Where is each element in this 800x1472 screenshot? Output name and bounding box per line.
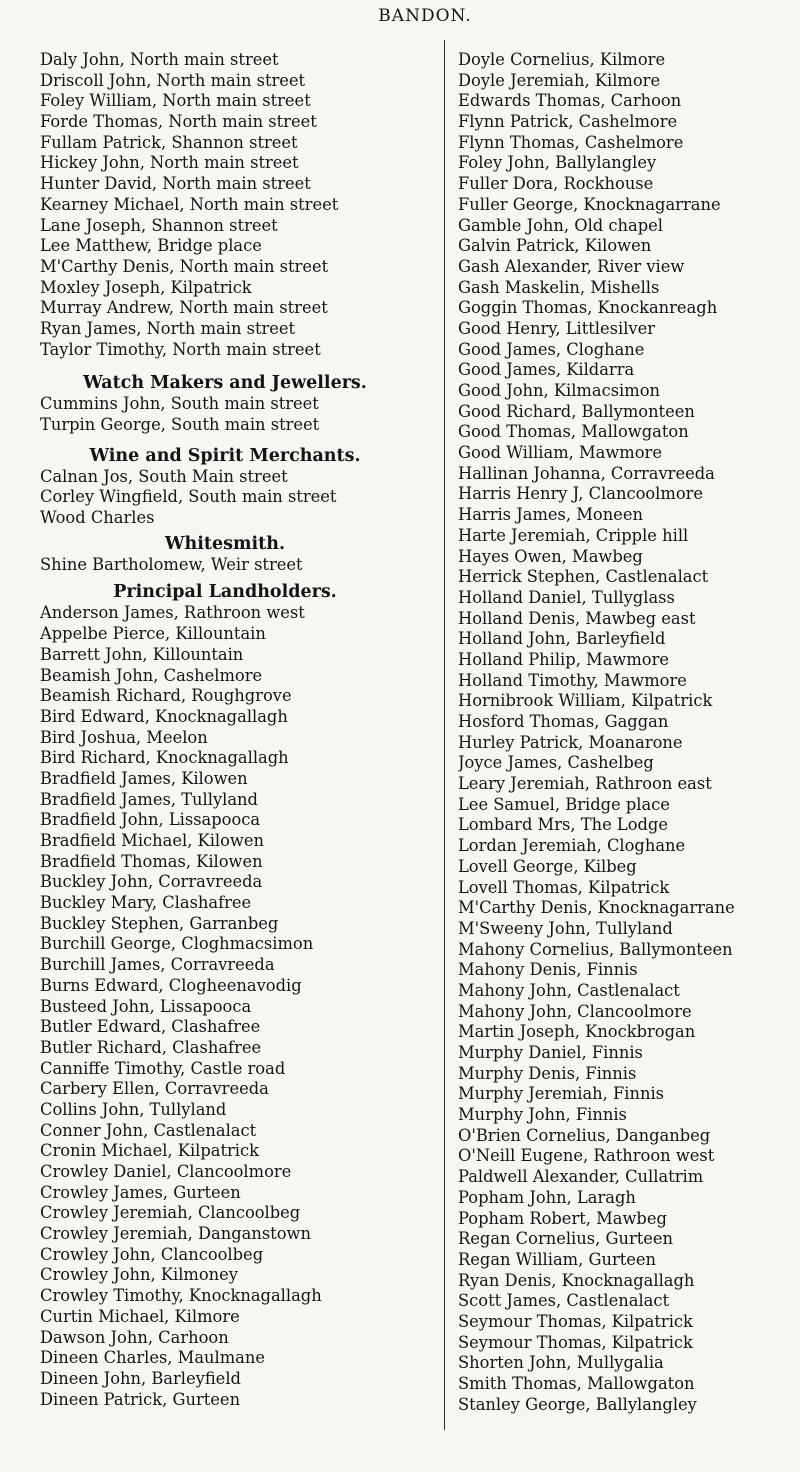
list-item: Murphy Jeremiah, Finnis bbox=[458, 1084, 665, 1104]
list-item: Good Richard, Ballymonteen bbox=[458, 401, 695, 421]
list-item: Fuller Dora, Rockhouse bbox=[458, 174, 654, 194]
list-item: Crowley Jeremiah, Clancoolbeg bbox=[40, 1203, 301, 1223]
list-item: Fuller George, Knocknagarrane bbox=[458, 194, 721, 214]
list-item: M'Carthy Denis, North main street bbox=[40, 256, 329, 276]
list-item: Lordan Jeremiah, Cloghane bbox=[458, 836, 686, 856]
list-item: Bradfield Michael, Kilowen bbox=[40, 831, 264, 850]
list-item: Gamble John, Old chapel bbox=[458, 215, 663, 235]
list-item: Gash Alexander, River view bbox=[458, 256, 685, 276]
list-item: Cronin Michael, Kilpatrick bbox=[40, 1141, 260, 1161]
list-item: Conner John, Castlenalact bbox=[40, 1120, 257, 1140]
list-item: Galvin Patrick, Kilowen bbox=[458, 236, 652, 256]
list-item: Mahony John, Clancoolmore bbox=[458, 1001, 692, 1021]
list-item: Edwards Thomas, Carhoon bbox=[458, 91, 682, 111]
list-item: Popham Robert, Mawbeg bbox=[458, 1208, 667, 1228]
list-item: Crowley John, Kilmoney bbox=[40, 1265, 238, 1285]
list-item: Driscoll John, North main street bbox=[40, 70, 306, 90]
list-item: Flynn Patrick, Cashelmore bbox=[458, 112, 678, 132]
list-item: Mahony Denis, Finnis bbox=[458, 960, 638, 980]
list-item: Anderson James, Rathroon west bbox=[40, 603, 305, 623]
list-item: Shorten John, Mullygalia bbox=[458, 1353, 664, 1373]
list-item: Hunter David, North main street bbox=[40, 174, 311, 194]
list-item: Barrett John, Killountain bbox=[40, 644, 244, 664]
column-divider bbox=[444, 40, 445, 1430]
list-item: Holland Timothy, Mawmore bbox=[458, 670, 687, 690]
landholders-list-continued bbox=[458, 50, 798, 1415]
list-item: Mahony John, Castlenalact bbox=[458, 980, 680, 1000]
list-item: Moxley Joseph, Kilpatrick bbox=[40, 277, 252, 297]
list-item: Martin Joseph, Knockbrogan bbox=[458, 1022, 696, 1042]
list-item: Good John, Kilmacsimon bbox=[458, 381, 660, 400]
left-column bbox=[40, 50, 420, 1410]
list-item: Daly John, North main street bbox=[40, 50, 279, 69]
page-header bbox=[0, 6, 800, 26]
list-item: Busteed John, Lissapooca bbox=[40, 996, 252, 1016]
list-item: Butler Edward, Clashafree bbox=[40, 1017, 261, 1037]
section-heading-whitesmith: Whitesmith. bbox=[164, 533, 286, 554]
list-item: Lee Matthew, Bridge place bbox=[40, 236, 262, 256]
list-item: Mahony Cornelius, Ballymonteen bbox=[458, 939, 733, 959]
list-item: Cummins John, South main street bbox=[40, 394, 319, 414]
list-item: Buckley Stephen, Garranbeg bbox=[40, 913, 279, 933]
list-item: Harte Jeremiah, Cripple hill bbox=[458, 525, 689, 545]
list-item: Good Henry, Littlesilver bbox=[458, 318, 656, 338]
list-item: Holland John, Barleyfield bbox=[458, 629, 666, 649]
list-item: Ryan Denis, Knocknagallagh bbox=[458, 1270, 695, 1290]
list-item: Calnan Jos, South Main street bbox=[40, 466, 288, 486]
section-traders bbox=[40, 50, 420, 360]
right-column bbox=[458, 50, 798, 1415]
list-item: Lovell Thomas, Kilpatrick bbox=[458, 877, 670, 897]
list-item: Hickey John, North main street bbox=[40, 153, 299, 173]
list-item: Crowley James, Gurteen bbox=[40, 1182, 241, 1202]
list-item: Crowley Timothy, Knocknagallagh bbox=[40, 1286, 322, 1306]
list-item: Regan William, Gurteen bbox=[458, 1249, 657, 1269]
list-item: Harris Henry J, Clancoolmore bbox=[458, 484, 704, 504]
list-item: Burchill George, Cloghmacsimon bbox=[40, 934, 314, 954]
list-item: Doyle Cornelius, Kilmore bbox=[458, 50, 666, 69]
list-item: Holland Philip, Mawmore bbox=[458, 649, 670, 669]
section-heading-wine-merchants: Wine and Spirit Merchants. bbox=[89, 445, 361, 466]
section-landholders bbox=[40, 581, 420, 1410]
list-item: Hornibrook William, Kilpatrick bbox=[458, 691, 713, 711]
section-heading-landholders: Principal Landholders. bbox=[113, 582, 337, 603]
list-item: Good Thomas, Mallowgaton bbox=[458, 422, 689, 442]
list-item: Burns Edward, Clogheenavodig bbox=[40, 975, 302, 995]
landholders-list bbox=[40, 603, 420, 1410]
list-item: Joyce James, Cashelbeg bbox=[458, 753, 654, 773]
list-item: Wood Charles bbox=[40, 508, 155, 528]
list-item: Bradfield Thomas, Kilowen bbox=[40, 851, 263, 871]
list-item: Hurley Patrick, Moanarone bbox=[458, 732, 683, 752]
whitesmith-list bbox=[40, 555, 420, 576]
list-item: Good William, Mawmore bbox=[458, 443, 662, 463]
list-item: Foley William, North main street bbox=[40, 91, 311, 111]
list-item: Forde Thomas, North main street bbox=[40, 112, 317, 132]
list-item: Carbery Ellen, Corravreeda bbox=[40, 1079, 269, 1099]
watch-makers-list bbox=[40, 394, 420, 435]
list-item: Seymour Thomas, Kilpatrick bbox=[458, 1311, 693, 1331]
list-item: Murphy Denis, Finnis bbox=[458, 1063, 637, 1083]
trader-list bbox=[40, 50, 420, 360]
list-item: Bradfield James, Kilowen bbox=[40, 768, 248, 788]
list-item: Good James, Kildarra bbox=[458, 360, 635, 380]
list-item: O'Brien Cornelius, Danganbeg bbox=[458, 1125, 711, 1145]
list-item: M'Carthy Denis, Knocknagarrane bbox=[458, 898, 735, 918]
list-item: Lovell George, Kilbeg bbox=[458, 856, 637, 876]
section-whitesmith bbox=[40, 533, 420, 576]
list-item: Gash Maskelin, Mishells bbox=[458, 277, 660, 297]
list-item: Fullam Patrick, Shannon street bbox=[40, 132, 298, 152]
list-item: Bradfield James, Tullyland bbox=[40, 789, 258, 809]
list-item: O'Neill Eugene, Rathroon west bbox=[458, 1146, 715, 1166]
list-item: Butler Richard, Clashafree bbox=[40, 1037, 262, 1057]
list-item: Dawson John, Carhoon bbox=[40, 1327, 229, 1347]
list-item: Bird Edward, Knocknagallagh bbox=[40, 706, 288, 726]
list-item: Scott James, Castlenalact bbox=[458, 1291, 670, 1311]
list-item: Turpin George, South main street bbox=[40, 415, 320, 434]
list-item: Lee Samuel, Bridge place bbox=[458, 794, 670, 814]
section-heading-watch-makers: Watch Makers and Jewellers. bbox=[83, 373, 367, 394]
list-item: Dineen Patrick, Gurteen bbox=[40, 1389, 241, 1409]
section-wine-merchants bbox=[40, 445, 420, 529]
list-item: Crowley Daniel, Clancoolmore bbox=[40, 1162, 292, 1181]
list-item: Leary Jeremiah, Rathroon east bbox=[458, 774, 712, 794]
list-item: Kearney Michael, North main street bbox=[40, 194, 339, 214]
list-item: Hosford Thomas, Gaggan bbox=[458, 712, 669, 731]
list-item: Harris James, Moneen bbox=[458, 505, 643, 525]
list-item: Foley John, Ballylangley bbox=[458, 153, 657, 173]
list-item: Goggin Thomas, Knockanreagh bbox=[458, 298, 718, 318]
list-item: Ryan James, North main street bbox=[40, 318, 296, 338]
list-item: Regan Cornelius, Gurteen bbox=[458, 1229, 674, 1249]
list-item: Crowley Jeremiah, Danganstown bbox=[40, 1224, 311, 1244]
list-item: Stanley George, Ballylangley bbox=[458, 1394, 697, 1414]
section-watch-makers bbox=[40, 372, 420, 435]
list-item: Beamish John, Cashelmore bbox=[40, 665, 263, 685]
list-item: Curtin Michael, Kilmore bbox=[40, 1306, 240, 1326]
list-item: Crowley John, Clancoolbeg bbox=[40, 1244, 264, 1264]
list-item: Burchill James, Corravreeda bbox=[40, 955, 275, 975]
list-item: Doyle Jeremiah, Kilmore bbox=[458, 70, 661, 90]
list-item: Hayes Owen, Mawbeg bbox=[458, 546, 643, 566]
list-item: Appelbe Pierce, Killountain bbox=[40, 624, 266, 644]
list-item: Lane Joseph, Shannon street bbox=[40, 215, 278, 235]
list-item: Taylor Timothy, North main street bbox=[40, 339, 321, 359]
list-item: Bird Richard, Knocknagallagh bbox=[40, 748, 289, 768]
list-item: Herrick Stephen, Castlenalact bbox=[458, 567, 709, 587]
page-title: BANDON. bbox=[378, 6, 472, 26]
list-item: Bird Joshua, Meelon bbox=[40, 727, 208, 747]
list-item: Paldwell Alexander, Cullatrim bbox=[458, 1167, 704, 1187]
list-item: Collins John, Tullyland bbox=[40, 1099, 227, 1119]
list-item: M'Sweeny John, Tullyland bbox=[458, 918, 673, 938]
list-item: Murphy Daniel, Finnis bbox=[458, 1043, 643, 1062]
list-item: Lombard Mrs, The Lodge bbox=[458, 815, 668, 835]
list-item: Good James, Cloghane bbox=[458, 339, 645, 359]
list-item: Corley Wingfield, South main street bbox=[40, 487, 337, 507]
list-item: Beamish Richard, Roughgrove bbox=[40, 686, 292, 706]
list-item: Canniffe Timothy, Castle road bbox=[40, 1058, 286, 1078]
list-item: Popham John, Laragh bbox=[458, 1187, 636, 1207]
list-item: Buckley John, Corravreeda bbox=[40, 872, 263, 892]
list-item: Murray Andrew, North main street bbox=[40, 298, 328, 318]
list-item: Flynn Thomas, Cashelmore bbox=[458, 132, 684, 152]
list-item: Smith Thomas, Mallowgaton bbox=[458, 1374, 695, 1393]
list-item: Holland Daniel, Tullyglass bbox=[458, 587, 675, 607]
list-item: Buckley Mary, Clashafree bbox=[40, 893, 252, 913]
list-item: Murphy John, Finnis bbox=[458, 1105, 627, 1125]
list-item: Dineen John, Barleyfield bbox=[40, 1368, 241, 1388]
list-item: Bradfield John, Lissapooca bbox=[40, 810, 261, 830]
list-item: Holland Denis, Mawbeg east bbox=[458, 608, 696, 628]
list-item: Hallinan Johanna, Corravreeda bbox=[458, 463, 715, 483]
list-item: Shine Bartholomew, Weir street bbox=[40, 554, 303, 574]
list-item: Dineen Charles, Maulmane bbox=[40, 1348, 265, 1368]
list-item: Seymour Thomas, Kilpatrick bbox=[458, 1332, 693, 1352]
wine-merchants-list bbox=[40, 467, 420, 529]
